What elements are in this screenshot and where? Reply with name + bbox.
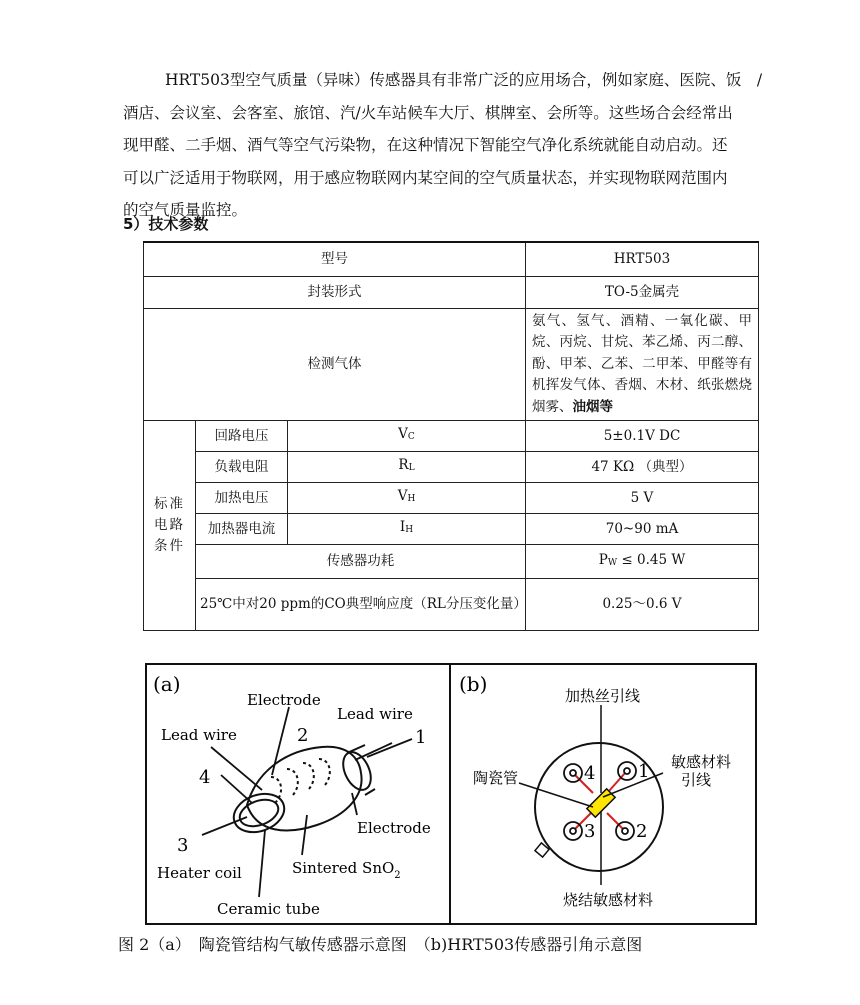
table-row [144,242,759,276]
table-row [144,421,759,452]
model-value: HRT503 [526,242,759,276]
param-symbol [288,421,526,452]
gas-value [526,308,759,421]
intro-paragraph [123,64,763,227]
table-row [144,276,759,308]
symbol-main: I [399,519,406,535]
power-value [526,545,759,579]
pin-number-1: 1 [638,761,650,782]
response-value: 0.25～0.6 V [526,579,759,631]
param-name: 加热器电流 [196,514,288,545]
paragraph-line: 可以广泛适用于物联网，用于感应物联网内某空间的空气质量状态，并实现物联网范围内 [123,168,728,187]
table-row [144,452,759,483]
table-row [144,579,759,631]
panel-b-tag: (b) [459,672,488,696]
label-num-4: 4 [199,767,211,788]
panel-b-diagram [451,665,755,923]
label-lead-wire-left: Lead wire [161,726,237,744]
model-label: 型号 [144,242,526,276]
label-num-2: 2 [297,725,309,746]
ceramic-tube-icon [228,745,376,839]
figure-caption: 图 2（a） 陶瓷管结构气敏传感器示意图 （b)HRT503传感器引角示意图 [118,935,643,954]
leader-lines-b [519,705,663,885]
label-heater-lead: 加热丝引线 [565,687,641,705]
param-value: 47 KΩ （典型） [526,452,759,483]
symbol-main: P [598,551,608,568]
label-heater-coil: Heater coil [157,864,242,882]
power-amount: ≤ 0.45 W [621,551,686,568]
paragraph-line: 的空气质量监控。 [123,201,248,219]
label-num-3: 3 [177,835,189,856]
pin-number-4: 4 [584,763,596,784]
param-name: 加热电压 [196,483,288,514]
paragraph-line: 酒店、会议室、会客室、旅馆、汽/火车站候车大厅、棋牌室、会所等。这些场合会经常出 [123,103,733,122]
symbol-main: R [398,457,409,473]
param-value: 5±0.1V DC [526,421,759,452]
gas-label: 检测气体 [144,308,526,421]
std-group-label: 标准电路条件 [144,421,196,631]
label-electrode-top: Electrode [247,691,321,709]
symbol-sub: H [407,494,416,504]
label-lead-wire-right: Lead wire [337,705,413,723]
paragraph-line: HRT503型空气质量（异味）传感器具有非常广泛的应用场合，例如家庭、医院、饭 / [165,71,763,89]
label-sensitive-lead-2: 引线 [681,771,712,789]
panel-a-diagram [147,665,449,923]
label-num-1: 1 [415,727,427,748]
label-sintered-material: 烧结敏感材料 [563,891,654,909]
table-row [144,483,759,514]
paragraph-line: 现甲醛、二手烟、酒气等空气污染物，在这种情况下智能空气净化系统就能自动启动。还 [123,136,728,154]
table-row [144,545,759,579]
label-ceramic-tube: Ceramic tube [217,900,320,918]
symbol-main: V [397,488,408,504]
response-label: 25℃中对20 ppm的CO典型响应度（RL分压变化量） [196,579,526,631]
gas-list: 氨气、氢气、酒精、一氧化碳、甲烷、丙烷、甘烷、苯乙烯、丙二醇、酚、甲苯、乙苯、二甲苯、甲醛等有机挥发气体、香烟、木材、纸张燃烧烟雾、 [532,312,752,415]
sensor-figure [145,663,757,925]
symbol-sub: C [407,432,415,442]
param-name: 负载电阻 [196,452,288,483]
label-ceramic: 陶瓷管 [473,769,519,787]
param-symbol [288,483,526,514]
label-sensitive-lead-1: 敏感材料 [671,753,732,771]
sintered-sub: 2 [394,870,401,881]
param-symbol [288,514,526,545]
symbol-sub: W [607,557,618,568]
gas-list-bold: 油烟等 [572,398,613,415]
param-name: 回路电压 [196,421,288,452]
package-label: 封装形式 [144,276,526,308]
panel-a-tag: (a) [153,672,181,696]
param-value: 5 V [526,483,759,514]
section-title: 5）技术参数 [123,215,209,233]
symbol-sub: H [405,525,414,535]
package-value: TO-5金属壳 [526,276,759,308]
param-value: 70~90 mA [526,514,759,545]
table-row [144,308,759,421]
table-row [144,514,759,545]
label-electrode-right: Electrode [357,819,431,837]
pin-number-2: 2 [636,821,648,842]
sintered-text: Sintered SnO [292,859,395,877]
param-symbol [288,452,526,483]
symbol-main: V [398,426,408,442]
label-sintered [292,859,401,881]
power-label: 传感器功耗 [196,545,526,579]
symbol-sub: L [408,463,415,473]
pin-number-3: 3 [584,821,596,842]
spec-table [143,241,759,631]
